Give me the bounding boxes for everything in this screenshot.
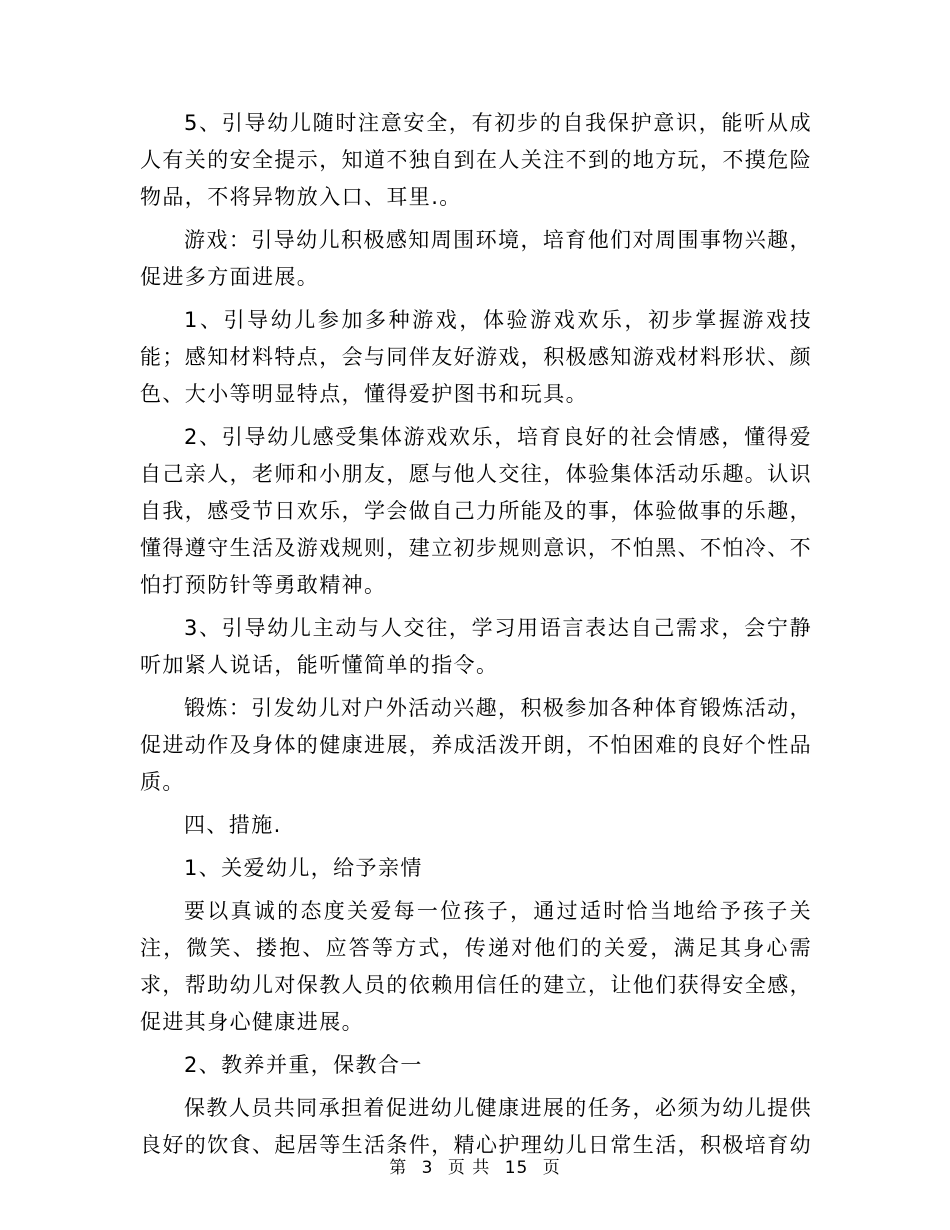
footer-middle: 页 共	[447, 1158, 491, 1178]
document-body	[140, 105, 812, 1170]
paragraph-game-item-1: 1、引导幼儿参加多种游戏，体验游戏欢乐，初步掌握游戏技能；感知材料特点，会与同伴友好游戏，积极感知游戏材料形状、颜色、大小等明显特点，懂得爱护图书和玩具。	[140, 308, 812, 406]
page-footer	[0, 1153, 950, 1178]
paragraph-education: 保教人员共同承担着促进幼儿健康进展的任务，必须为幼儿提供良好的饮食、起居等生活条件，精心护理幼儿日常生活，积极培育幼	[140, 1096, 812, 1157]
footer-total-pages: 15	[504, 1158, 529, 1178]
paragraph-game-intro: 游戏：引导幼儿积极感知周围环境，培育他们对周围事物兴趣，促进多方面进展。	[140, 228, 812, 289]
paragraph-exercise: 锻炼：引发幼儿对户外活动兴趣，积极参加各种体育锻炼活动，促进动作及身体的健康进展，养成活泼开朗，不怕困难的良好个性品质。	[140, 696, 812, 794]
paragraph-game-item-2: 2、引导幼儿感受集体游戏欢乐，培育良好的社会情感，懂得爱自己亲人，老师和小朋友，愿与他人交往，体验集体活动乐趣。认识自我，感受节日欢乐，学会做自己力所能及的事，体验做事的乐趣，懂得遵守生活及游戏规则，建立初步规则意识，不怕黑、不怕冷、不怕打预防针等勇敢精神。	[140, 425, 812, 597]
section-heading-measures: 四、措施.	[184, 813, 282, 837]
subheading-care: 1、关爱幼儿，给予亲情	[184, 856, 423, 880]
paragraph-care: 要以真诚的态度关爱每一位孩子，通过适时恰当地给予孩子关注，微笑、搂抱、应答等方式，传递对他们的关爱，满足其身心需求，帮助幼儿对保教人员的依赖用信任的建立，让他们获得安全感，促进其身心健康进展。	[140, 899, 812, 1034]
footer-suffix: 页	[542, 1158, 561, 1178]
paragraph-safety-goal: 5、引导幼儿随时注意安全，有初步的自我保护意识，能听从成人有关的安全提示，知道不独自到在人关注不到的地方玩，不摸危险物品，不将异物放入口、耳里.。	[140, 111, 812, 209]
footer-current-page: 3	[421, 1158, 434, 1178]
subheading-education: 2、教养并重，保教合一	[184, 1053, 423, 1077]
footer-prefix: 第	[389, 1158, 408, 1178]
paragraph-game-item-3: 3、引导幼儿主动与人交往，学习用语言表达自己需求，会宁静听加紧人说话，能听懂简单的指令。	[140, 616, 812, 677]
